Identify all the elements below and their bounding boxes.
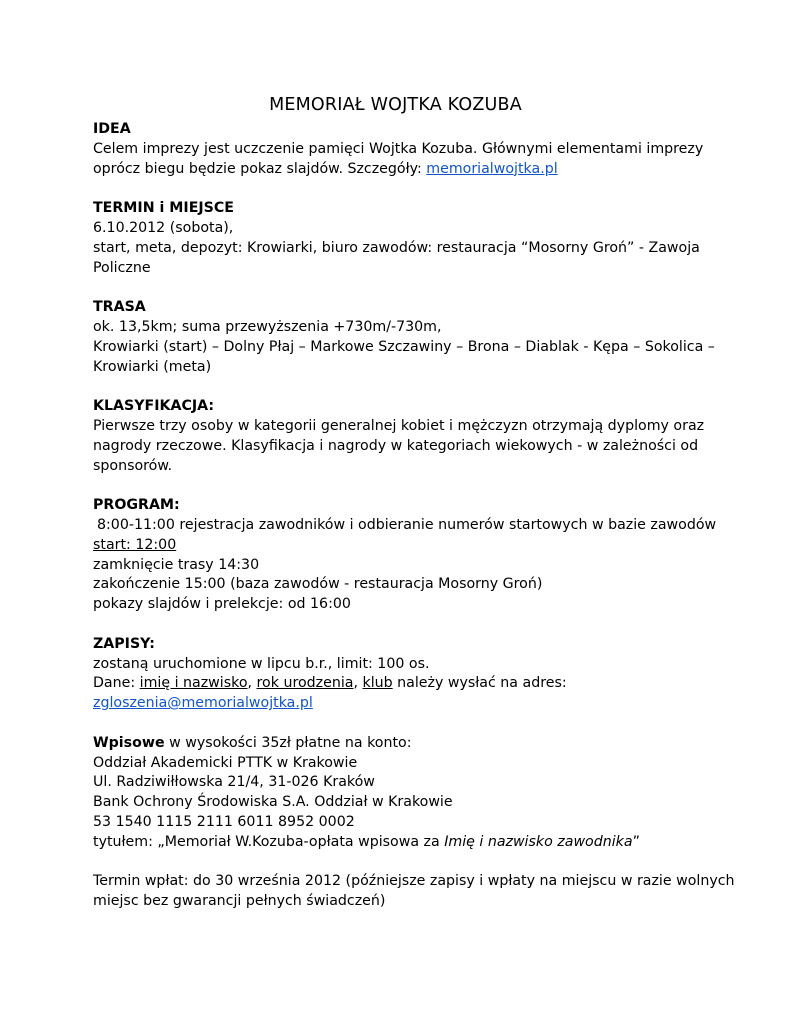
termin-heading: TERMIN i MIEJSCE xyxy=(93,200,234,217)
program-line-2 xyxy=(93,536,713,556)
klasyfikacja-heading: KLASYFIKACJA: xyxy=(93,398,215,415)
idea-heading: IDEA xyxy=(93,121,131,137)
wpisowe-line-4: Bank Ochrony Środowiska S.A. Oddział w Krakowie xyxy=(93,794,453,811)
document-body xyxy=(93,120,735,932)
program-heading: PROGRAM: xyxy=(93,497,180,514)
termin-wplat-line-2: miejsc bez gwarancji pełnych świadczeń) xyxy=(93,893,386,910)
field-name: imię i nazwisko xyxy=(139,675,248,692)
document-title: MEMORIAŁ WOJTKA KOZUBA xyxy=(269,95,522,115)
wpisowe-line-2: Oddział Akademicki PTTK w Krakowie xyxy=(93,754,358,771)
section-idea xyxy=(93,120,713,179)
section-klasyfikacja xyxy=(93,397,713,476)
trasa-line-2: Krowiarki (start) – Dolny Płaj – Markowe Szczawiny – Brona – Diablak - Kępa – Sokolica – xyxy=(93,338,715,355)
termin-line-3: Policzne xyxy=(93,259,151,276)
wpisowe-line-6-prefix: tytułem: „Memoriał W.Kozuba-opłata wpisowa za xyxy=(93,833,445,850)
field-club: klub xyxy=(362,675,393,692)
wpisowe-line-1 xyxy=(93,734,713,754)
wpisowe-line-3: Ul. Radziwiłłowska 21/4, 31-026 Kraków xyxy=(93,774,375,791)
zapisy-line-2-prefix: Dane: xyxy=(93,675,140,692)
wpisowe-account-number: 53 1540 1115 2111 6011 8952 0002 xyxy=(93,813,355,830)
trasa-line-3: Krowiarki (meta) xyxy=(93,358,212,375)
wpisowe-line-6-suffix: ” xyxy=(632,833,640,850)
idea-line-2 xyxy=(93,160,713,180)
zapisy-line-1: zostaną uruchomione w lipcu b.r., limit: 100 os. xyxy=(93,655,430,672)
idea-line-1: Celem imprezy jest uczczenie pamięci Wojtka Kozuba. Głównymi elementami imprezy xyxy=(93,140,704,157)
zapisy-heading: ZAPISY: xyxy=(93,635,155,652)
program-line-3: zamknięcie trasy 14:30 xyxy=(93,556,260,573)
idea-line-2-text: oprócz biegu będzie pokaz slajdów. Szczegóły: xyxy=(93,160,427,177)
section-program xyxy=(93,496,717,615)
program-line-4: zakończenie 15:00 (baza zawodów - restauracja Mosorny Groń) xyxy=(93,576,543,593)
section-termin xyxy=(93,199,713,278)
memorial-website-link[interactable]: memorialwojtka.pl xyxy=(426,160,558,177)
section-termin-wplat xyxy=(93,872,735,912)
program-line-1: 8:00-11:00 rejestracja zawodników i odbieranie numerów startowych w bazie zawodów xyxy=(97,516,717,533)
program-line-5: pokazy slajdów i prelekcje: od 16:00 xyxy=(93,596,351,613)
zapisy-line-2 xyxy=(93,674,713,694)
zapisy-sep-1: , xyxy=(247,675,257,692)
wpisowe-line-1-rest: w wysokości 35zł płatne na konto: xyxy=(164,734,412,751)
wpisowe-bold: Wpisowe xyxy=(93,734,165,751)
section-trasa xyxy=(93,298,713,377)
klasyfikacja-line-2: nagrody rzeczowe. Klasyfikacja i nagrody w kategoriach wiekowych - w zależności od xyxy=(93,437,699,454)
klasyfikacja-line-1: Pierwsze trzy osoby w kategorii generalnej kobiet i mężczyzn otrzymają dyplomy oraz xyxy=(93,417,705,434)
trasa-heading: TRASA xyxy=(93,299,146,316)
termin-line-1: 6.10.2012 (sobota), xyxy=(93,219,234,236)
start-time: start: 12:00 xyxy=(93,536,177,553)
wpisowe-line-6-italic: Imię i nazwisko zawodnika xyxy=(444,833,633,850)
zapisy-line-2-suffix: należy wysłać na adres: xyxy=(392,675,567,692)
klasyfikacja-line-3: sponsorów. xyxy=(93,457,173,474)
termin-wplat-line-1: Termin wpłat: do 30 września 2012 (późniejsze zapisy i wpłaty na miejscu w razie wolnych xyxy=(93,873,735,890)
field-birth-year: rok urodzenia xyxy=(256,675,354,692)
zapisy-sep-2: , xyxy=(353,675,363,692)
termin-line-2: start, meta, depozyt: Krowiarki, biuro zawodów: restauracja “Mosorny Groń” - Zawoja xyxy=(93,239,700,256)
section-wpisowe xyxy=(93,734,713,853)
trasa-line-1: ok. 13,5km; suma przewyższenia +730m/-730m, xyxy=(93,318,442,335)
wpisowe-line-6 xyxy=(93,833,713,853)
zapisy-line-3 xyxy=(93,694,713,714)
registration-email-link[interactable]: zgloszenia@memorialwojtka.pl xyxy=(93,695,313,712)
section-zapisy xyxy=(93,635,713,714)
